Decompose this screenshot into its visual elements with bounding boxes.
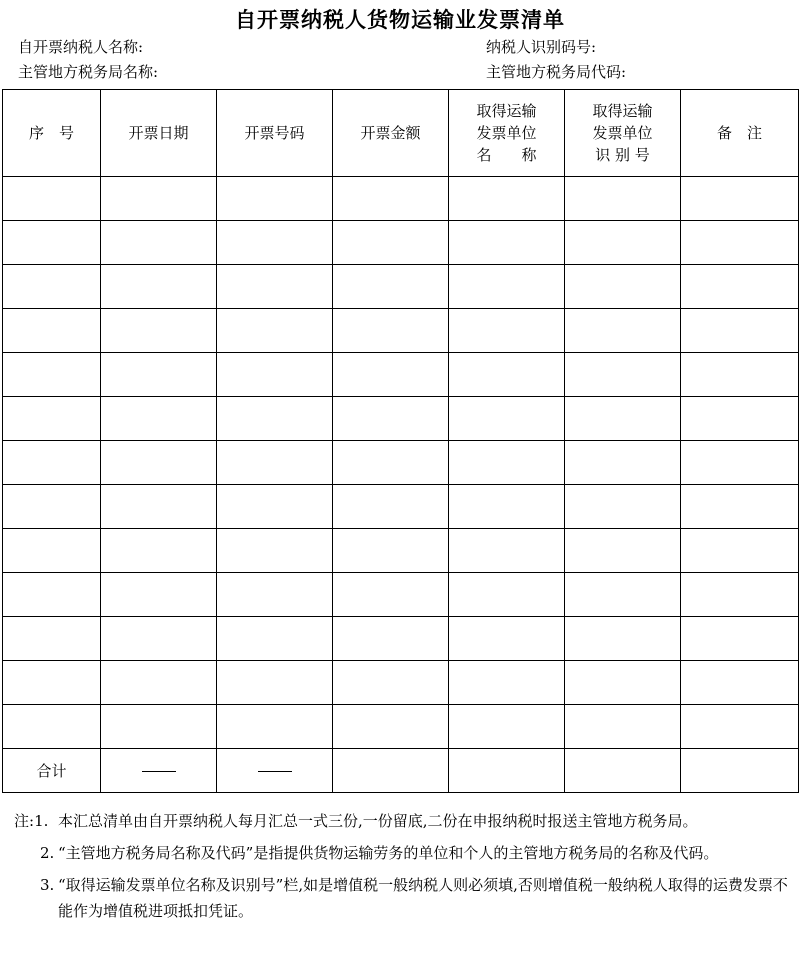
note-item <box>14 808 800 834</box>
table-cell[interactable] <box>101 573 217 617</box>
table-cell[interactable] <box>217 441 333 485</box>
table-cell[interactable] <box>217 705 333 749</box>
total-amount-cell[interactable] <box>333 749 449 793</box>
total-label: 合计 <box>3 749 101 793</box>
table-cell[interactable] <box>565 529 681 573</box>
table-cell[interactable] <box>333 397 449 441</box>
table-cell[interactable] <box>333 441 449 485</box>
table-cell[interactable] <box>681 265 799 309</box>
table-cell[interactable] <box>681 221 799 265</box>
table-cell[interactable] <box>333 617 449 661</box>
table-cell[interactable] <box>681 529 799 573</box>
table-row <box>3 397 799 441</box>
note-item <box>14 872 800 924</box>
table-cell[interactable] <box>565 573 681 617</box>
table-cell[interactable] <box>217 573 333 617</box>
table-row <box>3 441 799 485</box>
table-cell[interactable] <box>101 353 217 397</box>
table-cell[interactable] <box>217 397 333 441</box>
table-cell[interactable] <box>565 441 681 485</box>
table-cell[interactable] <box>681 309 799 353</box>
table-cell[interactable] <box>333 265 449 309</box>
note-item <box>14 840 800 866</box>
header-row <box>3 90 799 177</box>
table-cell[interactable] <box>333 485 449 529</box>
invoice-list-table <box>2 89 799 793</box>
table-cell[interactable] <box>449 661 565 705</box>
table-cell[interactable] <box>3 397 101 441</box>
table-cell[interactable] <box>681 441 799 485</box>
table-cell[interactable] <box>449 177 565 221</box>
table-cell[interactable] <box>449 617 565 661</box>
table-cell[interactable] <box>217 529 333 573</box>
table-cell[interactable] <box>101 705 217 749</box>
total-date-dash <box>101 749 217 793</box>
table-cell[interactable] <box>217 177 333 221</box>
notes-prefix: 注: <box>14 812 35 830</box>
taxpayer-id-label: 纳税人识别码号: <box>486 38 597 56</box>
table-row <box>3 529 799 573</box>
table-cell[interactable] <box>3 353 101 397</box>
table-row <box>3 485 799 529</box>
table-cell[interactable] <box>333 309 449 353</box>
table-cell[interactable] <box>101 221 217 265</box>
col-header-unit-id: 取得运输 发票单位 识 别 号 <box>565 90 681 177</box>
table-cell[interactable] <box>101 661 217 705</box>
table-cell[interactable] <box>333 177 449 221</box>
table-cell[interactable] <box>449 705 565 749</box>
table-cell[interactable] <box>101 265 217 309</box>
total-row <box>3 749 799 793</box>
total-cell[interactable] <box>565 749 681 793</box>
table-row <box>3 265 799 309</box>
table-cell[interactable] <box>3 221 101 265</box>
table-cell[interactable] <box>681 617 799 661</box>
table-cell[interactable] <box>449 573 565 617</box>
table-cell[interactable] <box>681 573 799 617</box>
table-row <box>3 661 799 705</box>
table-cell[interactable] <box>3 265 101 309</box>
table-cell[interactable] <box>565 705 681 749</box>
table-row <box>3 353 799 397</box>
col-header-unit-name: 取得运输 发票单位 名 称 <box>449 90 565 177</box>
table-cell[interactable] <box>565 309 681 353</box>
table-cell[interactable] <box>101 397 217 441</box>
table-cell[interactable] <box>3 661 101 705</box>
table-cell[interactable] <box>333 529 449 573</box>
table-cell[interactable] <box>565 661 681 705</box>
table-cell[interactable] <box>101 309 217 353</box>
table-cell[interactable] <box>449 353 565 397</box>
note-text: 本汇总清单由自开票纳税人每月汇总一式三份,一份留底,二份在申报纳税时报送主管地方税务局。 <box>58 812 698 830</box>
total-cell[interactable] <box>681 749 799 793</box>
table-cell[interactable] <box>681 661 799 705</box>
table-cell[interactable] <box>3 177 101 221</box>
table-row <box>3 705 799 749</box>
col-header-index: 序 号 <box>3 90 101 177</box>
note-number: 3. <box>40 876 55 894</box>
notes-section <box>14 808 800 930</box>
table-cell[interactable] <box>217 309 333 353</box>
taxpayer-name-label: 自开票纳税人名称: <box>18 38 144 56</box>
table-row <box>3 309 799 353</box>
table-cell[interactable] <box>101 617 217 661</box>
bureau-name-label: 主管地方税务局名称: <box>18 63 159 81</box>
table-cell[interactable] <box>681 353 799 397</box>
table-cell[interactable] <box>101 441 217 485</box>
table-cell[interactable] <box>217 265 333 309</box>
table-cell[interactable] <box>217 617 333 661</box>
table-cell[interactable] <box>3 309 101 353</box>
table-row <box>3 573 799 617</box>
table-cell[interactable] <box>449 441 565 485</box>
table-cell[interactable] <box>565 177 681 221</box>
table-cell[interactable] <box>681 177 799 221</box>
table-cell[interactable] <box>217 485 333 529</box>
table-cell[interactable] <box>449 221 565 265</box>
table-cell[interactable] <box>565 353 681 397</box>
table-cell[interactable] <box>449 265 565 309</box>
note-text: “取得运输发票单位名称及识别号”栏,如是增值税一般纳税人则必须填,否则增值税一般纳税人取得的运费发票不能作为增值税进项抵扣凭证。 <box>58 876 788 920</box>
table-cell[interactable] <box>217 353 333 397</box>
table-cell[interactable] <box>449 309 565 353</box>
page-title: 自开票纳税人货物运输业发票清单 <box>235 8 565 32</box>
table-cell[interactable] <box>565 485 681 529</box>
table-cell[interactable] <box>565 617 681 661</box>
bureau-code-label: 主管地方税务局代码: <box>486 63 627 81</box>
table-cell[interactable] <box>449 397 565 441</box>
note-number: 2. <box>40 844 55 862</box>
table-cell[interactable] <box>449 529 565 573</box>
table-cell[interactable] <box>333 661 449 705</box>
table-cell[interactable] <box>217 661 333 705</box>
table-row <box>3 177 799 221</box>
table-cell[interactable] <box>333 221 449 265</box>
table-cell[interactable] <box>681 485 799 529</box>
table-cell[interactable] <box>681 397 799 441</box>
table-cell[interactable] <box>449 485 565 529</box>
table-cell[interactable] <box>333 353 449 397</box>
table-cell[interactable] <box>681 705 799 749</box>
table-cell[interactable] <box>3 705 101 749</box>
table-cell[interactable] <box>333 573 449 617</box>
table-cell[interactable] <box>3 529 101 573</box>
table-cell[interactable] <box>3 441 101 485</box>
table-cell[interactable] <box>101 177 217 221</box>
table-cell[interactable] <box>217 221 333 265</box>
table-cell[interactable] <box>101 529 217 573</box>
table-row <box>3 221 799 265</box>
col-header-number: 开票号码 <box>217 90 333 177</box>
table-cell[interactable] <box>333 705 449 749</box>
total-number-dash <box>217 749 333 793</box>
col-header-remarks: 备 注 <box>681 90 799 177</box>
table-cell[interactable] <box>3 573 101 617</box>
note-number: 1. <box>34 812 49 830</box>
col-header-amount: 开票金额 <box>333 90 449 177</box>
table-cell[interactable] <box>565 397 681 441</box>
table-row <box>3 617 799 661</box>
table-cell[interactable] <box>565 265 681 309</box>
table-cell[interactable] <box>3 485 101 529</box>
table-cell[interactable] <box>565 221 681 265</box>
total-cell[interactable] <box>449 749 565 793</box>
note-text: “主管地方税务局名称及代码”是指提供货物运输劳务的单位和个人的主管地方税务局的名称及代码。 <box>58 844 719 862</box>
table-cell[interactable] <box>3 617 101 661</box>
table-cell[interactable] <box>101 485 217 529</box>
col-header-date: 开票日期 <box>101 90 217 177</box>
